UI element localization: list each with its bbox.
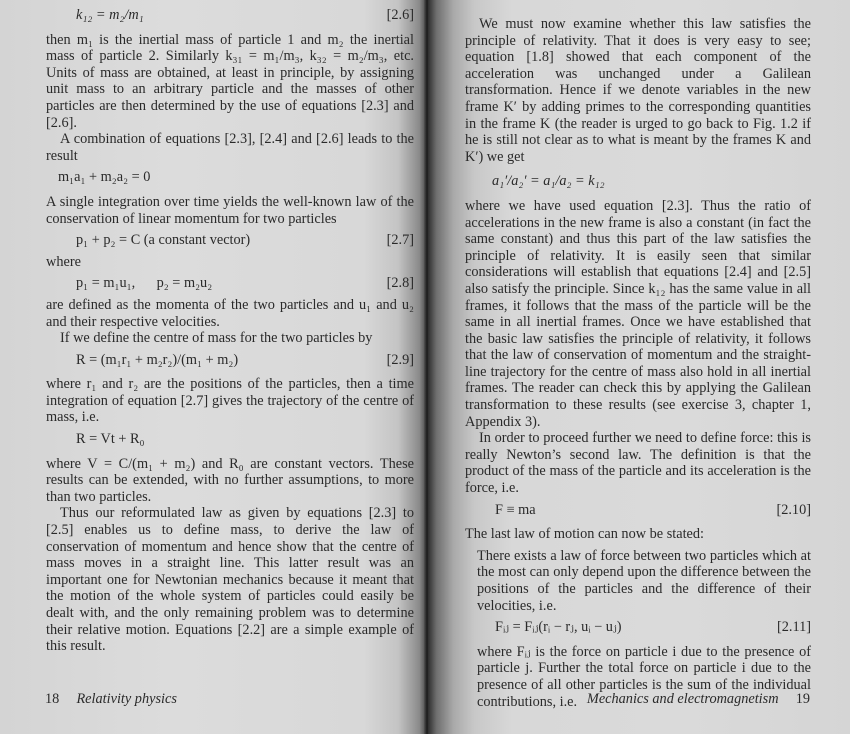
law-of-force-statement (465, 548, 811, 710)
paragraph: There exists a law of force between two particles which at the most can only depend upon the difference between the positions of the particles and the difference of their velocities, i.e. (477, 547, 811, 614)
page-number: 18 (45, 691, 60, 707)
equation-2-9 (46, 352, 414, 369)
equation-acceleration-ratio (465, 173, 811, 190)
page-number: 19 (795, 691, 810, 707)
equation-2-10 (465, 502, 811, 519)
page-footer (45, 691, 177, 708)
paragraph: are defined as the momenta of the two particles and u₁ and u₂ and their respective velocities. (46, 296, 414, 330)
right-page-body (465, 16, 811, 710)
equation-formula: R = Vt + R₀ (76, 431, 145, 448)
paragraph: where Fᵢⱼ is the force on particle i due to the presence of particle j. Further the total force on particle i due to the presence of all other particles is the sum of the individual contributions, i.e. (477, 643, 811, 710)
equation-formula: k₁₂ = m₂/m₁ (76, 7, 144, 23)
running-title: Mechanics and electromagnetism (586, 691, 779, 707)
paragraph: A combination of equations [2.3], [2.4] and [2.6] leads to the result (46, 131, 414, 164)
paragraph: The last law of motion can now be stated: (465, 526, 705, 543)
equation-number: [2.6] (386, 7, 414, 23)
paragraph: where r₁ and r₂ are the positions of the particles, then a time integration of equation [2.7] gives the trajectory of the centre of mass, i.e. (46, 376, 414, 426)
paragraph: We must now examine whether this law satisfies the principle of relativity. That it does is very easy to see; equation [1.8] showed that each component of the acceleration was unchanged under a Galilean transformation. Hence if we denote variables in the new frame K′ by adding primes to the corresponding quantities in the frame K (the reader is urged to go back to Fig. 1.2 if he is still not clear as to what is meant by the frames K and K′) we get (465, 16, 811, 165)
equation-2-6 (46, 7, 414, 24)
equation-number: [2.10] (776, 501, 811, 518)
equation-momentum-result (46, 169, 414, 186)
equation-formula: a₁′/a₂′ = a₁/a₂ = k₁₂ (492, 173, 605, 190)
paragraph: A single integration over time yields the well-known law of the conservation of linear momentum for two particles (46, 193, 414, 227)
equation-number: [2.11] (776, 619, 811, 636)
paragraph: then m₁ is the inertial mass of particle 1 and m₂ the inertial mass of particle 2. Similarly k₃₁ = m₁/m₃, k₃₂ = m₂/m₃, etc. Units of mass are obtained, at least in principle, by assigning unit mass to an arbitrary particle and the masses of other particles are then determined by the use of equations [2.3] and [2.6]. (46, 31, 414, 131)
equation-formula: F ≡ ma (495, 501, 536, 518)
left-page-body (46, 7, 414, 655)
equation-formula: Fᵢⱼ = Fᵢⱼ(rᵢ − rⱼ, uᵢ − uⱼ) (495, 619, 622, 636)
equation-number: [2.8] (386, 275, 414, 292)
equation-formula: R = (m₁r₁ + m₂r₂)/(m₁ + m₂) (76, 351, 239, 368)
running-title: Relativity physics (76, 691, 177, 707)
paragraph: where we have used equation [2.3]. Thus the ratio of accelerations in the new frame is also a constant (in fact the same constant) and thus this part of the law satisfies the principle of relativity. It is easily seen that similar considerations will establish that equations [2.4] and [2.5] also satisfy the principle. Since k₁₂ has the same value in all frames, it follows that the mass of the particle will be the same in all inertial frames. Once we have established that the basic law satisfies the principle of relativity, it follows that the law of conservation of momentum and the straight-line trajectory for the centre of mass also hold in all inertial frames. The reader can check this by applying the Galilean transformation to these results (see exercise 3, chapter 1, Appendix 3). (465, 197, 811, 430)
paragraph: where V = C/(m₁ + m₂) and R₀ are constant vectors. These results can be extended, with no further assumptions, to more than two particles. (46, 455, 414, 505)
page-footer (587, 691, 810, 708)
equation-2-7 (46, 232, 414, 249)
paragraph: If we define the centre of mass for the two particles by (60, 330, 373, 347)
equation-formula: p₁ + p₂ = C (a constant vector) (76, 232, 251, 249)
right-page (428, 0, 850, 734)
equation-number: [2.9] (386, 351, 414, 368)
equation-formula: p₁ = m₁u₁, p₂ = m₂u₂ (76, 275, 213, 292)
equation-formula: m₁a₁ + m₂a₂ = 0 (58, 169, 151, 186)
equation-2-8 (46, 275, 414, 292)
paragraph: Thus our reformulated law as given by equations [2.3] to [2.5] enables us to define mass, to derive the law of conservation of momentum and hence show that the centre of mass moves in a straight line. This latter result was an important one for Newtonian mechanics because it meant that the motion of the whole system of particles could easily be dealt with, and the only remaining problem was to determine their relative motion. Equations [2.2] are a simple example of this result. (46, 505, 414, 655)
paragraph: In order to proceed further we need to define force: this is really Newton’s second law. The definition is that the product of the mass of the particle and its acceleration is the force, i.e. (465, 430, 811, 497)
equation-number: [2.7] (386, 232, 414, 249)
paragraph: where (46, 253, 81, 270)
equation-2-11 (477, 619, 811, 636)
equation-trajectory (46, 431, 414, 448)
